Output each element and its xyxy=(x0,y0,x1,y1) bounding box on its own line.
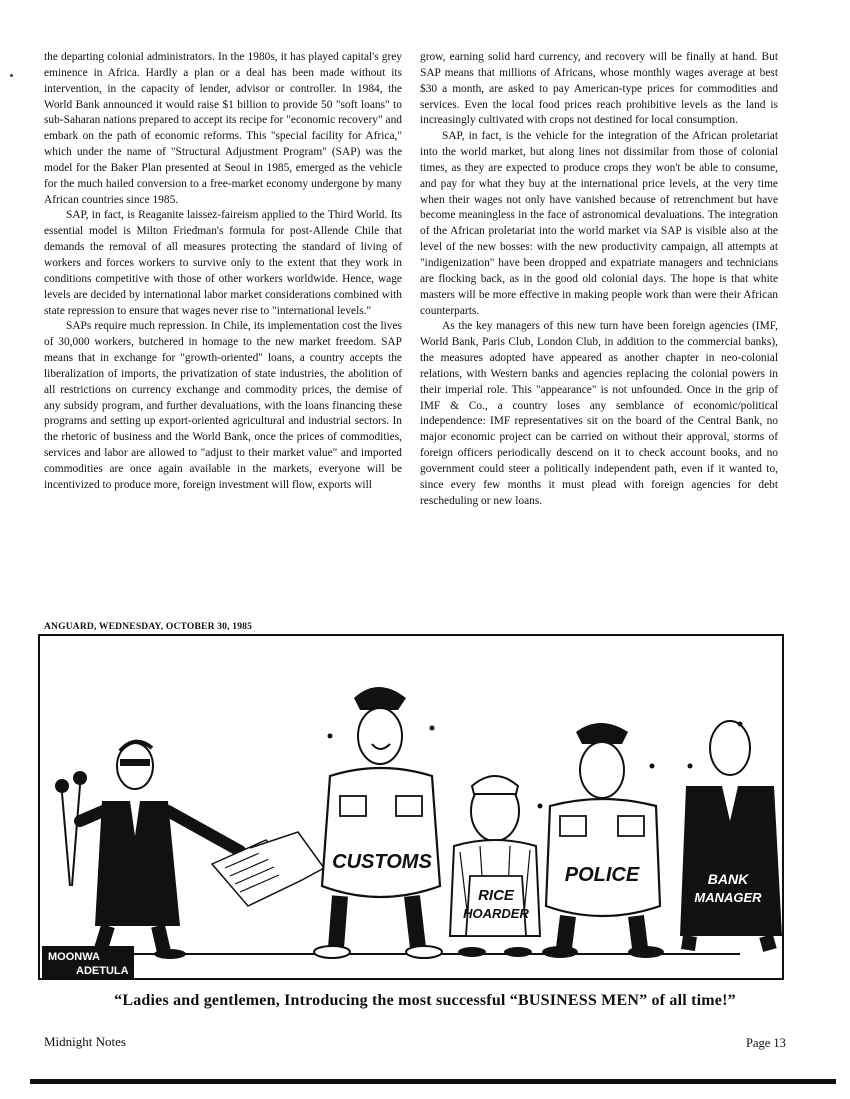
article-paragraph: As the key managers of this new turn have been foreign agencies (IMF, World Bank, Paris Club, London Club, in addition to the commercial banks), the measures adopted have appeared as another chapter in neo-colonial relations, with Western banks and agencies replacing the colonial powers in their imperial role. This "appearance" is not unfounded. Once in the grip of IMF & Co., a country loses any semblance of economic/political independence: IMF representatives sit on the board of the Central Bank, no major economic project can be carried on without their approval, storms of foreign officers periodically descend on it to check account books, and no government could steer a politically independent path, even if it wanted to, since every few months it must plead with foreign agencies for debt rescheduling or new loans. xyxy=(420,320,778,507)
bank-manager-figure xyxy=(680,721,782,950)
cartoon-caption: “Ladies and gentlemen, Introducing the most successful “BUSINESS MEN” of all time!” xyxy=(114,992,736,1009)
scan-speck xyxy=(10,74,13,77)
article-paragraph: SAP, in fact, is the vehicle for the integration of the African proletariat into the world market, but along lines not dissimilar from those of colonial times, as they are expected to produce crops they won't be able to consume, and pay for what they buy at the international price levels, at the very time when their wages not only have vanished because of retrenchment but have become meaningless in the face of astronomical devaluations. The integration of the African proletariat into the world market via SAP is visible also at the level of the new bosses: with the new productivity campaign, all attempts at "indigenization" have been dropped and expatriate managers and technicians are flocking back, as in the good old colonial days. The hope is that white masters will be more effective in making people work than were their African counterparts. xyxy=(420,130,778,317)
police-label: POLICE xyxy=(564,864,640,886)
rice-hoarder-figure xyxy=(450,776,540,957)
microphone xyxy=(55,771,87,886)
page-number: Page 13 xyxy=(746,1036,786,1050)
rice-hoarder-label-line2: HOARDER xyxy=(463,906,529,921)
bank-manager-label-line2: MANAGER xyxy=(694,890,762,905)
article-column-left xyxy=(44,50,402,494)
police-officer-figure xyxy=(542,723,664,958)
bank-manager-label-line1: BANK xyxy=(707,871,749,887)
article-column-right xyxy=(420,50,778,509)
editorial-cartoon xyxy=(38,634,784,980)
presenter-figure xyxy=(80,742,240,959)
cartoon-illustration xyxy=(40,636,782,978)
cartoon-source-line: ANGUARD, WEDNESDAY, OCTOBER 30, 1985 xyxy=(44,622,253,632)
customs-label: CUSTOMS xyxy=(332,851,432,873)
cartoonist-signature xyxy=(42,946,134,978)
article-paragraph: grow, earning solid hard currency, and recovery will be finally at hand. But SAP means that millions of Africans, whose monthly wages average at best $30 a month, are asked to pay American-type prices for commodities and services. Even the local food prices reach prohibitive levels as the land is increasingly cultivated with crops not destined for local consumption. xyxy=(420,51,778,127)
signature-line2: ADETULA xyxy=(76,965,129,977)
customs-officer-figure xyxy=(314,687,442,958)
article-paragraph: SAP, in fact, is Reaganite laissez-faireism applied to the Third World. Its essential model is Milton Friedman's formula for post-Allende Chile that demands the removal of all measures protecting the standard of living of workers and forces workers to survive only to the extent that they work in conditions competitive with those of other workers worldwide. Hence, wage levels are decided by international labor market considerations combined with state repression to ensure that wages never rise to "international levels." xyxy=(44,209,402,317)
footer-rule xyxy=(30,1079,836,1084)
signature-line1: MOONWA xyxy=(48,951,100,963)
publication-name: Midnight Notes xyxy=(44,1034,126,1049)
article-paragraph: SAPs require much repression. In Chile, its implementation cost the lives of 30,000 workers, butchered in homage to the new market freedom. SAP means that in exchange for "growth-oriented" loans, a country accepts the liberalization of imports, the privatization of state industries, the abolition of all restrictions on currency exchange and commodity prices, the demise of any subsidy program, and further devaluations, with the loans financing these programs and setting up export-oriented agricultural and industrial sectors. In the rhetoric of business and the World Bank, once the prices of commodities, services and labor are allowed to "adjust to their market value" and imported commodities are once again available in the markets, everyone will be incentivized to produce more, foreign investment will flow, exports will xyxy=(44,320,402,491)
rice-hoarder-label-line1: RICE xyxy=(478,887,514,904)
article-paragraph: the departing colonial administrators. In the 1980s, it has played capital's grey eminence in Africa. Hardly a plan or a deal has been made without its intervention, in the capacity of lender, advisor or controller. In 1984, the World Bank announced it would raise $1 billion to provide 50 "soft loans" to sub-Saharan nations prepared to accept its recipe for "economic recovery" and embark on the path of economic reforms. This "special facility for Africa," which under the name of "Structural Adjustment Program" (SAP) was the model for the Baker Plan presented at Seoul in 1985, emerged as the vehicle for the much hailed conversion to a free-market economy undergone by many African countries since 1985. xyxy=(44,51,402,206)
